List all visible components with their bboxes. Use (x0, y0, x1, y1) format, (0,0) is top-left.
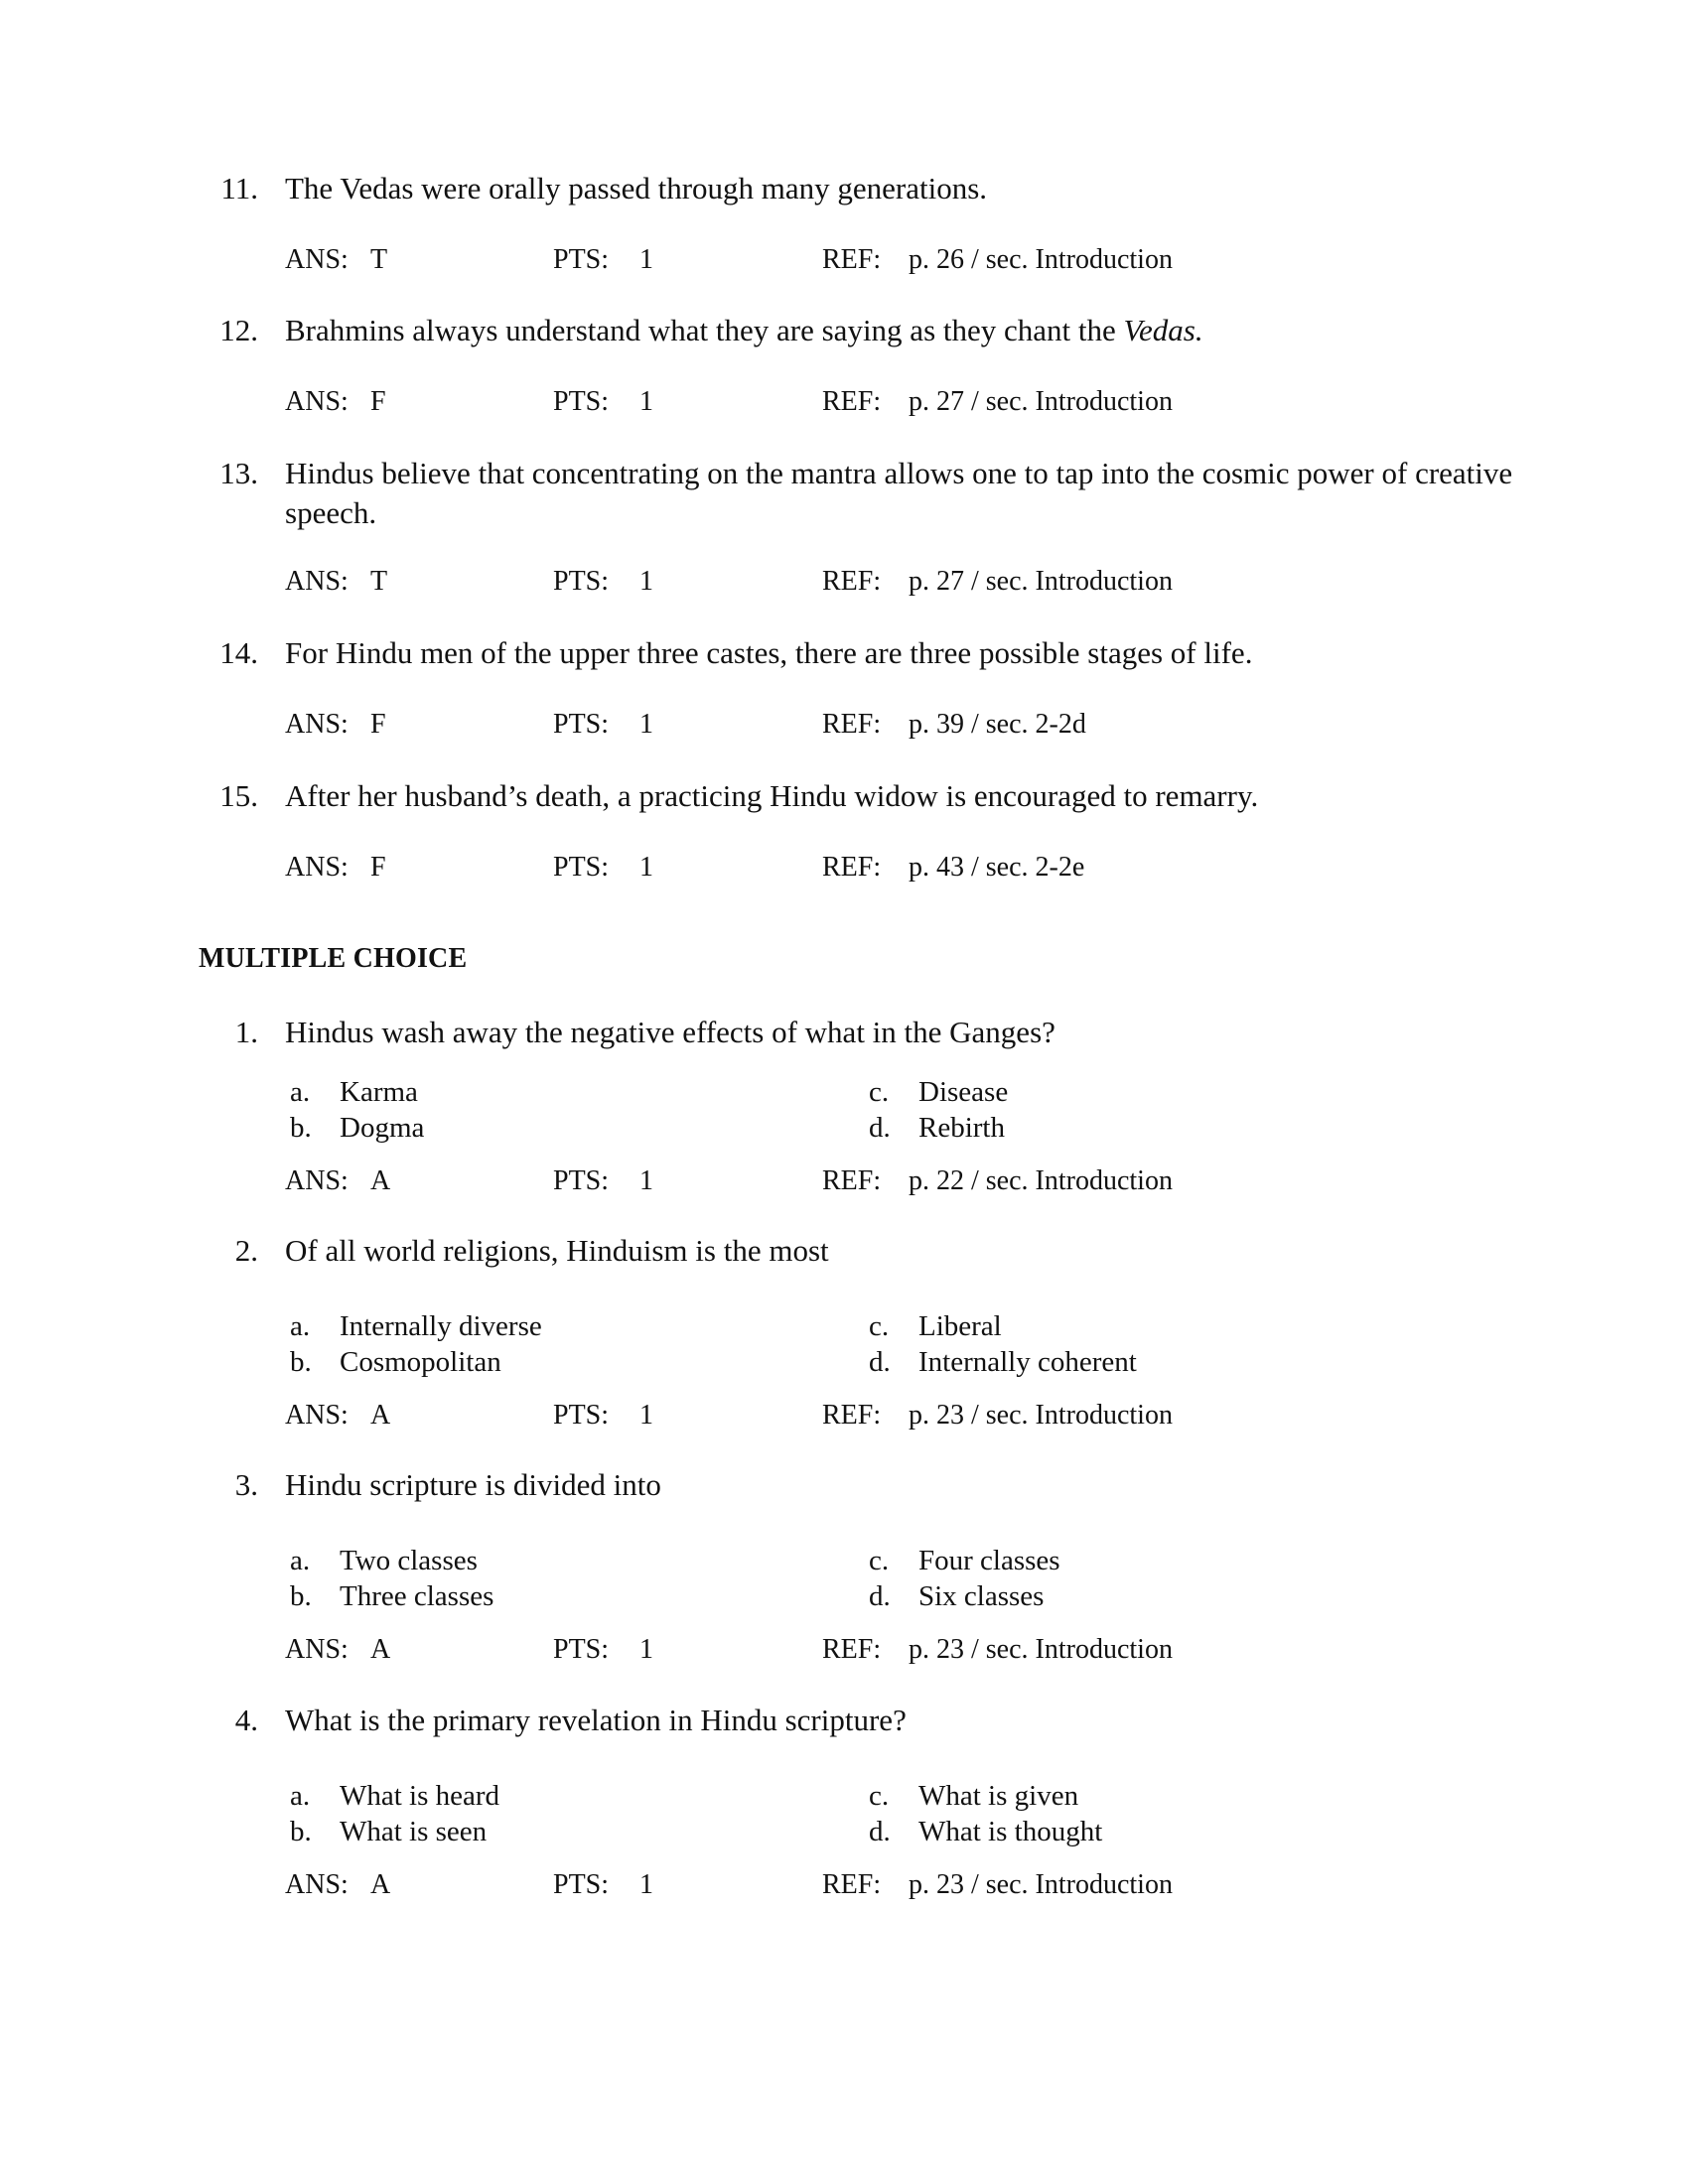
question-text: Hindu scripture is divided into (285, 1467, 661, 1502)
ref-value: p. 27 / sec. Introduction (909, 566, 1173, 597)
ref-value: p. 23 / sec. Introduction (909, 1634, 1173, 1665)
question-number: 4. (234, 1703, 258, 1737)
choice-text: What is heard (340, 1780, 500, 1812)
ref-label: REF: (822, 244, 882, 275)
ref-value: p. 43 / sec. 2-2e (909, 852, 1085, 883)
choice-text: Rebirth (918, 1112, 1005, 1144)
question-text: Hindus wash away the negative effects of what in the Ganges? (285, 1015, 1055, 1049)
pts-label: PTS: (553, 1634, 610, 1665)
ref-label: REF: (822, 566, 882, 597)
choice-letter: a. (290, 1076, 311, 1108)
ref-label: REF: (822, 1400, 882, 1431)
choice-letter: b. (290, 1346, 312, 1378)
pts-value: 1 (639, 1869, 653, 1900)
pts-value: 1 (639, 1400, 653, 1431)
choice-letter: d. (869, 1580, 891, 1612)
choice-text: What is seen (340, 1816, 488, 1847)
answer-row (0, 384, 1688, 420)
choice-text: Two classes (340, 1545, 478, 1576)
pts-label: PTS: (553, 566, 610, 597)
ref-label: REF: (822, 1165, 882, 1196)
ans-label: ANS: (285, 1634, 349, 1665)
choice-text: Karma (340, 1076, 418, 1108)
question-number: 13. (219, 456, 258, 490)
question-number: 14. (219, 635, 258, 670)
pts-value: 1 (639, 1634, 653, 1665)
pts-label: PTS: (553, 852, 610, 883)
choice-letter: c. (869, 1545, 890, 1576)
ans-label: ANS: (285, 709, 349, 740)
ref-label: REF: (822, 1634, 882, 1665)
answer-row (0, 1398, 1688, 1433)
question-text: Of all world religions, Hinduism is the most (285, 1233, 829, 1268)
ans-label: ANS: (285, 852, 349, 883)
question-number: 11. (220, 171, 258, 205)
ans-value: A (370, 1400, 391, 1431)
choice-text: What is thought (918, 1816, 1103, 1847)
ans-value: A (370, 1165, 391, 1196)
question-text: The Vedas were orally passed through many generations. (285, 171, 988, 205)
ref-value: p. 23 / sec. Introduction (909, 1869, 1173, 1900)
ans-value: A (370, 1634, 391, 1665)
pts-label: PTS: (553, 1165, 610, 1196)
choices (0, 1543, 1688, 1614)
pts-value: 1 (639, 566, 653, 597)
pts-value: 1 (639, 244, 653, 275)
choice-text: Cosmopolitan (340, 1346, 501, 1378)
answer-row (0, 1163, 1688, 1199)
choice-letter: a. (290, 1310, 311, 1342)
answer-row (0, 564, 1688, 600)
answer-row (0, 1867, 1688, 1903)
question-number: 15. (219, 778, 258, 813)
pts-label: PTS: (553, 244, 610, 275)
ans-value: F (370, 709, 386, 740)
ref-label: REF: (822, 852, 882, 883)
ans-value: T (370, 566, 388, 597)
ans-value: F (370, 386, 386, 417)
choice-text: What is given (918, 1780, 1079, 1812)
ans-label: ANS: (285, 1400, 349, 1431)
choice-letter: a. (290, 1780, 311, 1812)
ref-value: p. 39 / sec. 2-2d (909, 709, 1086, 740)
choice-text: Internally coherent (918, 1346, 1137, 1378)
answer-row (0, 1632, 1688, 1668)
ref-value: p. 26 / sec. Introduction (909, 244, 1173, 275)
question-number: 1. (234, 1015, 258, 1049)
question-text: After her husband’s death, a practicing Hindu widow is encouraged to remarry. (285, 778, 1259, 813)
ans-value: F (370, 852, 386, 883)
ans-label: ANS: (285, 1869, 349, 1900)
choice-letter: c. (869, 1780, 890, 1812)
pts-label: PTS: (553, 1869, 610, 1900)
ans-label: ANS: (285, 1165, 349, 1196)
ans-label: ANS: (285, 244, 349, 275)
choice-text: Internally diverse (340, 1310, 542, 1342)
choices (0, 1308, 1688, 1380)
choice-text: Six classes (918, 1580, 1045, 1612)
ans-value: T (370, 244, 388, 275)
choice-letter: c. (869, 1310, 890, 1342)
ans-label: ANS: (285, 566, 349, 597)
ref-label: REF: (822, 709, 882, 740)
choice-letter: b. (290, 1112, 312, 1144)
pts-value: 1 (639, 386, 653, 417)
answer-row (0, 242, 1688, 278)
choice-letter: b. (290, 1580, 312, 1612)
ref-value: p. 27 / sec. Introduction (909, 386, 1173, 417)
question-text: For Hindu men of the upper three castes, there are three possible stages of life. (285, 635, 1253, 670)
choice-text: Disease (918, 1076, 1009, 1108)
answer-row (0, 707, 1688, 743)
pts-label: PTS: (553, 386, 610, 417)
ref-value: p. 23 / sec. Introduction (909, 1400, 1173, 1431)
ref-label: REF: (822, 1869, 882, 1900)
question-number: 12. (219, 313, 258, 347)
answer-row (0, 850, 1688, 886)
section-heading: MULTIPLE CHOICE (199, 943, 468, 974)
question-text-main: Brahmins always understand what they are saying as they chant the (285, 313, 1124, 347)
pts-value: 1 (639, 709, 653, 740)
choice-text: Three classes (340, 1580, 494, 1612)
choice-letter: d. (869, 1816, 891, 1847)
question-number: 3. (234, 1467, 258, 1502)
choice-text: Four classes (918, 1545, 1060, 1576)
choices (0, 1074, 1688, 1146)
pts-value: 1 (639, 852, 653, 883)
choice-text: Dogma (340, 1112, 425, 1144)
choice-letter: d. (869, 1346, 891, 1378)
question-number: 2. (234, 1233, 258, 1268)
question-text: Hindus believe that concentrating on the mantra allows one to tap into the cosmic power of creative speech. (285, 456, 1513, 530)
pts-label: PTS: (553, 1400, 610, 1431)
choice-text: Liberal (918, 1310, 1002, 1342)
question-text-italic: Vedas. (1123, 313, 1203, 347)
choices (0, 1778, 1688, 1849)
ref-value: p. 22 / sec. Introduction (909, 1165, 1173, 1196)
question-text (285, 311, 1516, 350)
choice-letter: a. (290, 1545, 311, 1576)
ref-label: REF: (822, 386, 882, 417)
ans-value: A (370, 1869, 391, 1900)
pts-value: 1 (639, 1165, 653, 1196)
choice-letter: d. (869, 1112, 891, 1144)
question-text: What is the primary revelation in Hindu scripture? (285, 1703, 907, 1737)
choice-letter: c. (869, 1076, 890, 1108)
ans-label: ANS: (285, 386, 349, 417)
choice-letter: b. (290, 1816, 312, 1847)
pts-label: PTS: (553, 709, 610, 740)
